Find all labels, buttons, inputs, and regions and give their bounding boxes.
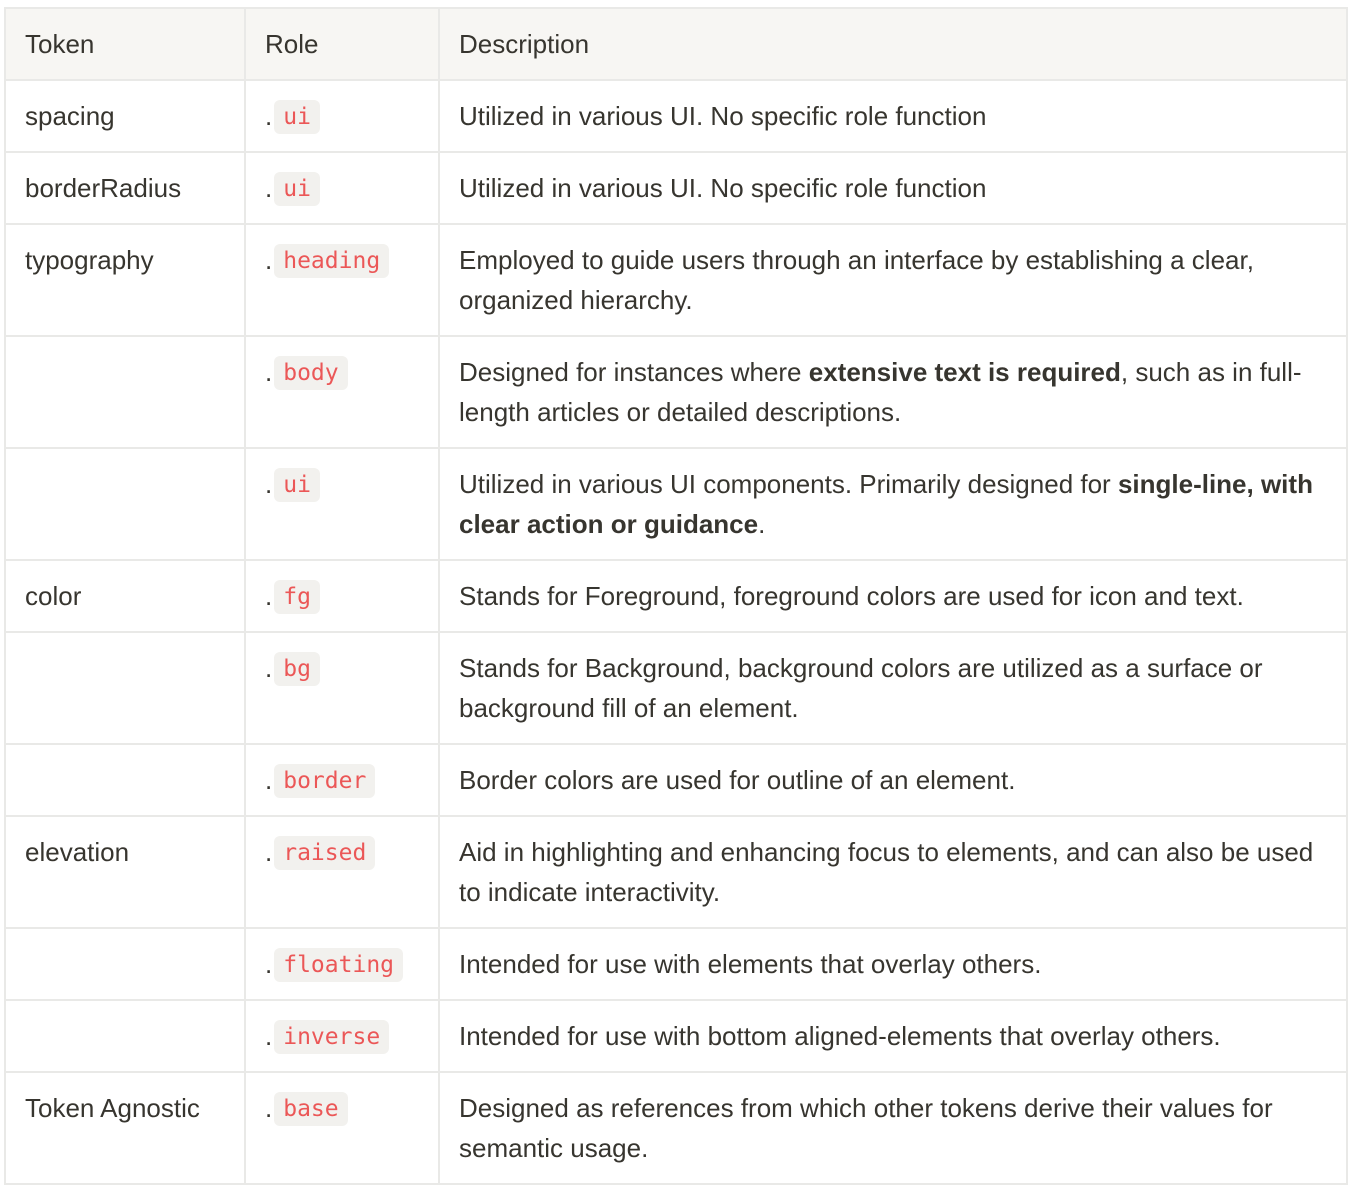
role-dot: .: [265, 653, 273, 683]
token-cell: [5, 632, 245, 744]
description-cell: [439, 632, 1347, 744]
table-row: [5, 1000, 1347, 1072]
description-text: , such as in full-length articles or detailed descriptions.: [459, 357, 1302, 427]
token-roles-table: [4, 7, 1348, 1185]
token-cell: typography: [5, 224, 245, 336]
description-cell: [439, 560, 1347, 632]
header-role: Role: [245, 8, 439, 80]
role-dot: .: [265, 245, 273, 275]
description-cell: [439, 152, 1347, 224]
table-row: [5, 224, 1347, 336]
role-cell: [245, 80, 439, 152]
description-text: Stands for Background, background colors are utilized as a surface or background fill of an element.: [459, 653, 1263, 723]
token-cell: [5, 336, 245, 448]
description-text: Utilized in various UI. No specific role function: [459, 101, 987, 131]
description-cell: [439, 224, 1347, 336]
role-dot: .: [265, 1093, 273, 1123]
token-cell: borderRadius: [5, 152, 245, 224]
table-body: [5, 80, 1347, 1184]
token-cell: color: [5, 560, 245, 632]
role-cell: [245, 632, 439, 744]
role-cell: [245, 448, 439, 560]
table-row: [5, 632, 1347, 744]
role-dot: .: [265, 469, 273, 499]
token-cell: [5, 928, 245, 1000]
description-emphasis: single-line, with clear action or guidance: [459, 469, 1313, 539]
header-description: Description: [439, 8, 1347, 80]
description-cell: [439, 744, 1347, 816]
description-text: Border colors are used for outline of an element.: [459, 765, 1016, 795]
description-cell: [439, 816, 1347, 928]
role-code: inverse: [274, 1020, 389, 1054]
role-cell: [245, 744, 439, 816]
description-cell: [439, 80, 1347, 152]
role-cell: [245, 224, 439, 336]
token-cell: [5, 744, 245, 816]
role-cell: [245, 152, 439, 224]
table-row: [5, 152, 1347, 224]
role-code: body: [274, 356, 347, 390]
table-row: [5, 336, 1347, 448]
role-code: ui: [274, 468, 320, 502]
description-text: Intended for use with bottom aligned-elements that overlay others.: [459, 1021, 1221, 1051]
description-text: Stands for Foreground, foreground colors are used for icon and text.: [459, 581, 1244, 611]
role-code: ui: [274, 100, 320, 134]
description-text: Designed for instances where: [459, 357, 809, 387]
role-cell: [245, 816, 439, 928]
role-cell: [245, 928, 439, 1000]
role-code: raised: [274, 836, 375, 870]
description-text: Utilized in various UI. No specific role function: [459, 173, 987, 203]
token-cell: [5, 448, 245, 560]
description-cell: [439, 1072, 1347, 1184]
description-text: .: [758, 509, 766, 539]
role-code: ui: [274, 172, 320, 206]
role-cell: [245, 1000, 439, 1072]
role-code: fg: [274, 580, 320, 614]
table-row: [5, 928, 1347, 1000]
table-row: [5, 448, 1347, 560]
token-cell: Token Agnostic: [5, 1072, 245, 1184]
role-code: heading: [274, 244, 389, 278]
description-cell: [439, 448, 1347, 560]
description-text: Utilized in various UI components. Primarily designed for: [459, 469, 1118, 499]
role-code: base: [274, 1092, 347, 1126]
role-code: border: [274, 764, 375, 798]
table-row: [5, 560, 1347, 632]
role-cell: [245, 336, 439, 448]
table-row: [5, 744, 1347, 816]
description-cell: [439, 928, 1347, 1000]
role-code: floating: [274, 948, 403, 982]
header-row: [5, 8, 1347, 80]
token-cell: elevation: [5, 816, 245, 928]
description-text: Employed to guide users through an interface by establishing a clear, organized hierarchy.: [459, 245, 1254, 315]
token-cell: spacing: [5, 80, 245, 152]
role-code: bg: [274, 652, 320, 686]
role-dot: .: [265, 101, 273, 131]
description-cell: [439, 336, 1347, 448]
description-text: Aid in highlighting and enhancing focus to elements, and can also be used to indicate interactivity.: [459, 837, 1314, 907]
role-dot: .: [265, 173, 273, 203]
table-row: [5, 1072, 1347, 1184]
description-text: Designed as references from which other tokens derive their values for semantic usage.: [459, 1093, 1273, 1163]
token-cell: [5, 1000, 245, 1072]
table-header: [5, 8, 1347, 80]
role-dot: .: [265, 765, 273, 795]
description-text: Intended for use with elements that overlay others.: [459, 949, 1042, 979]
role-dot: .: [265, 1021, 273, 1051]
role-dot: .: [265, 357, 273, 387]
description-cell: [439, 1000, 1347, 1072]
role-dot: .: [265, 581, 273, 611]
table-row: [5, 80, 1347, 152]
table-row: [5, 816, 1347, 928]
role-cell: [245, 1072, 439, 1184]
role-dot: .: [265, 949, 273, 979]
role-dot: .: [265, 837, 273, 867]
header-token: Token: [5, 8, 245, 80]
description-emphasis: extensive text is required: [808, 357, 1121, 387]
role-cell: [245, 560, 439, 632]
